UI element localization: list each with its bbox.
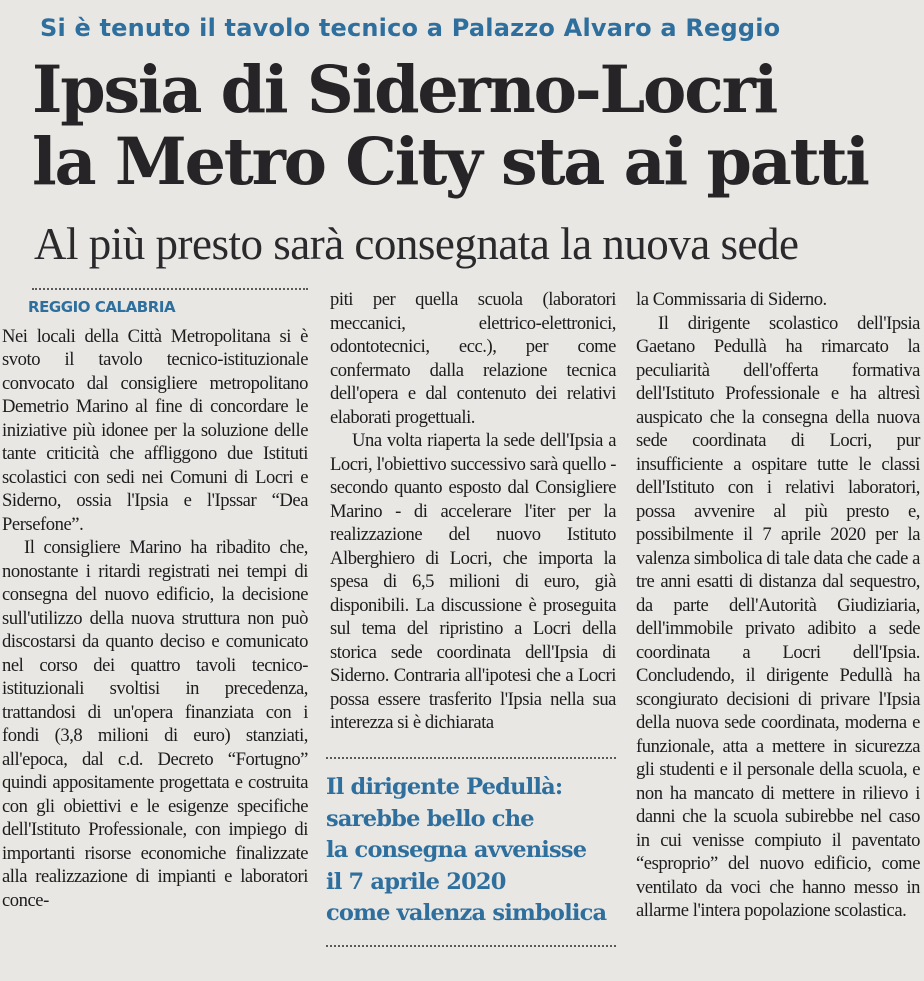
paragraph: Il consigliere Marino ha ribadito che, nonostante i ritardi registrati nei tempi di consegna del nuovo edificio, la decisione sull'utilizzo della nuova struttura non può discostarsi da quanto deciso e comunicato nel corso dei quattro tavoli tecnico-istituzionali svoltisi in precedenza, trattandosi di un'opera finanziata con i fondi (3,8 milioni di euro) stanziati, all'epoca, dal c.d. Decreto “Fortugno” quindi appositamente progettata e costruita con gli obiettivi e le esigenze specifiche dell'Istituto Professionale, con impiego di importanti risorse economiche finalizzate alla realizzazione di impianti e laboratori conce- (2, 537, 308, 911)
paragraph: la Commissaria di Siderno. (636, 289, 827, 310)
pull-quote-line: come valenza simbolica (326, 900, 607, 926)
paragraph: Nei locali della Città Metropolitana si è svoto il tavolo tecnico-istituzionale convocato dal consigliere metropolitano Demetrio Marino al fine di concordare le iniziative più idonee per la soluzione delle tante criticità che affliggono due Istituti scolastici con sedi nei Comuni di Locri e Siderno, ossia l'Ipsia e l'Ipssar “Dea Persefone”. (2, 325, 308, 535)
pull-quote-line: sarebbe bello che (326, 805, 534, 832)
column-3 (636, 288, 920, 923)
column-1 (2, 296, 308, 912)
dateline: REGGIO CALABRIA (28, 298, 176, 316)
column-2 (330, 288, 616, 735)
divider (32, 288, 308, 290)
headline (32, 54, 868, 198)
pull-quote-line: il 7 aprile 2020 (326, 868, 506, 895)
pull-quote-line: la consegna avvenisse (326, 837, 587, 863)
subheadline: Al più presto sarà consegnata la nuova sede (34, 219, 799, 269)
divider (326, 945, 616, 947)
headline-line: Ipsia di Siderno-Locri (32, 52, 777, 128)
paragraph: piti per quella scuola (laboratori meccanici, elettrico-elettronici, odontotecnici, ecc.), per come confermato dalla relazione tecnica dell'opera e dal contenuto dei relativi elaborati progettuali. (330, 289, 616, 428)
pull-quote (326, 772, 618, 930)
paragraph: Il dirigente scolastico dell'Ipsia Gaetano Pedullà ha rimarcato la peculiarità dell'offerta formativa dell'Istituto Professionale e ha altresì auspicato che la consegna della nuova sede coordinata di Locri, pur insufficiente a ospitare tutte le classi dell'Istituto con i relativi laboratori, possa avvenire al più presto e, possibilmente il 7 aprile 2020 per la valenza simbolica di tale data che cade a tre anni esatti di distanza dal sequestro, da parte dell'Autorità Giudiziaria, dell'immobile privato adibito a sede coordinata a Locri dell'Ipsia. Concludendo, il dirigente Pedullà ha scongiurato decisioni di privare l'Ipsia della nuova sede coordinata, moderna e funzionale, atta a mettere in sicurezza gli studenti e il personale della scuola, e non ha mancato di mettere in rilievo i danni che la scuola subirebbe nel caso in cui venisse compiuto il paventato “esproprio” del nuovo edificio, come ventilato da voci che hanno messo in allarme l'intera popolazione scolastica. (636, 312, 920, 921)
divider (326, 757, 616, 759)
paragraph: Una volta riaperta la sede dell'Ipsia a Locri, l'obiettivo successivo sarà quello - secondo quanto esposto dal Consigliere Marino - di accelerare l'iter per la realizzazione del nuovo Istituto Alberghiero di Locri, che importa la spesa di 6,5 milioni di euro, già disponibili. La discussione è proseguita sul tema del ripristino a Locri della storica sede coordinata dell'Ipsia di Siderno. Contraria all'ipotesi che a Locri possa essere trasferito l'Ipsia nella sua interezza si è dichiarata (330, 430, 616, 733)
pull-quote-line: Il dirigente Pedullà: (326, 774, 563, 800)
headline-line: la Metro City sta ai patti (32, 124, 868, 200)
kicker: Si è tenuto il tavolo tecnico a Palazzo Alvaro a Reggio (40, 14, 781, 42)
